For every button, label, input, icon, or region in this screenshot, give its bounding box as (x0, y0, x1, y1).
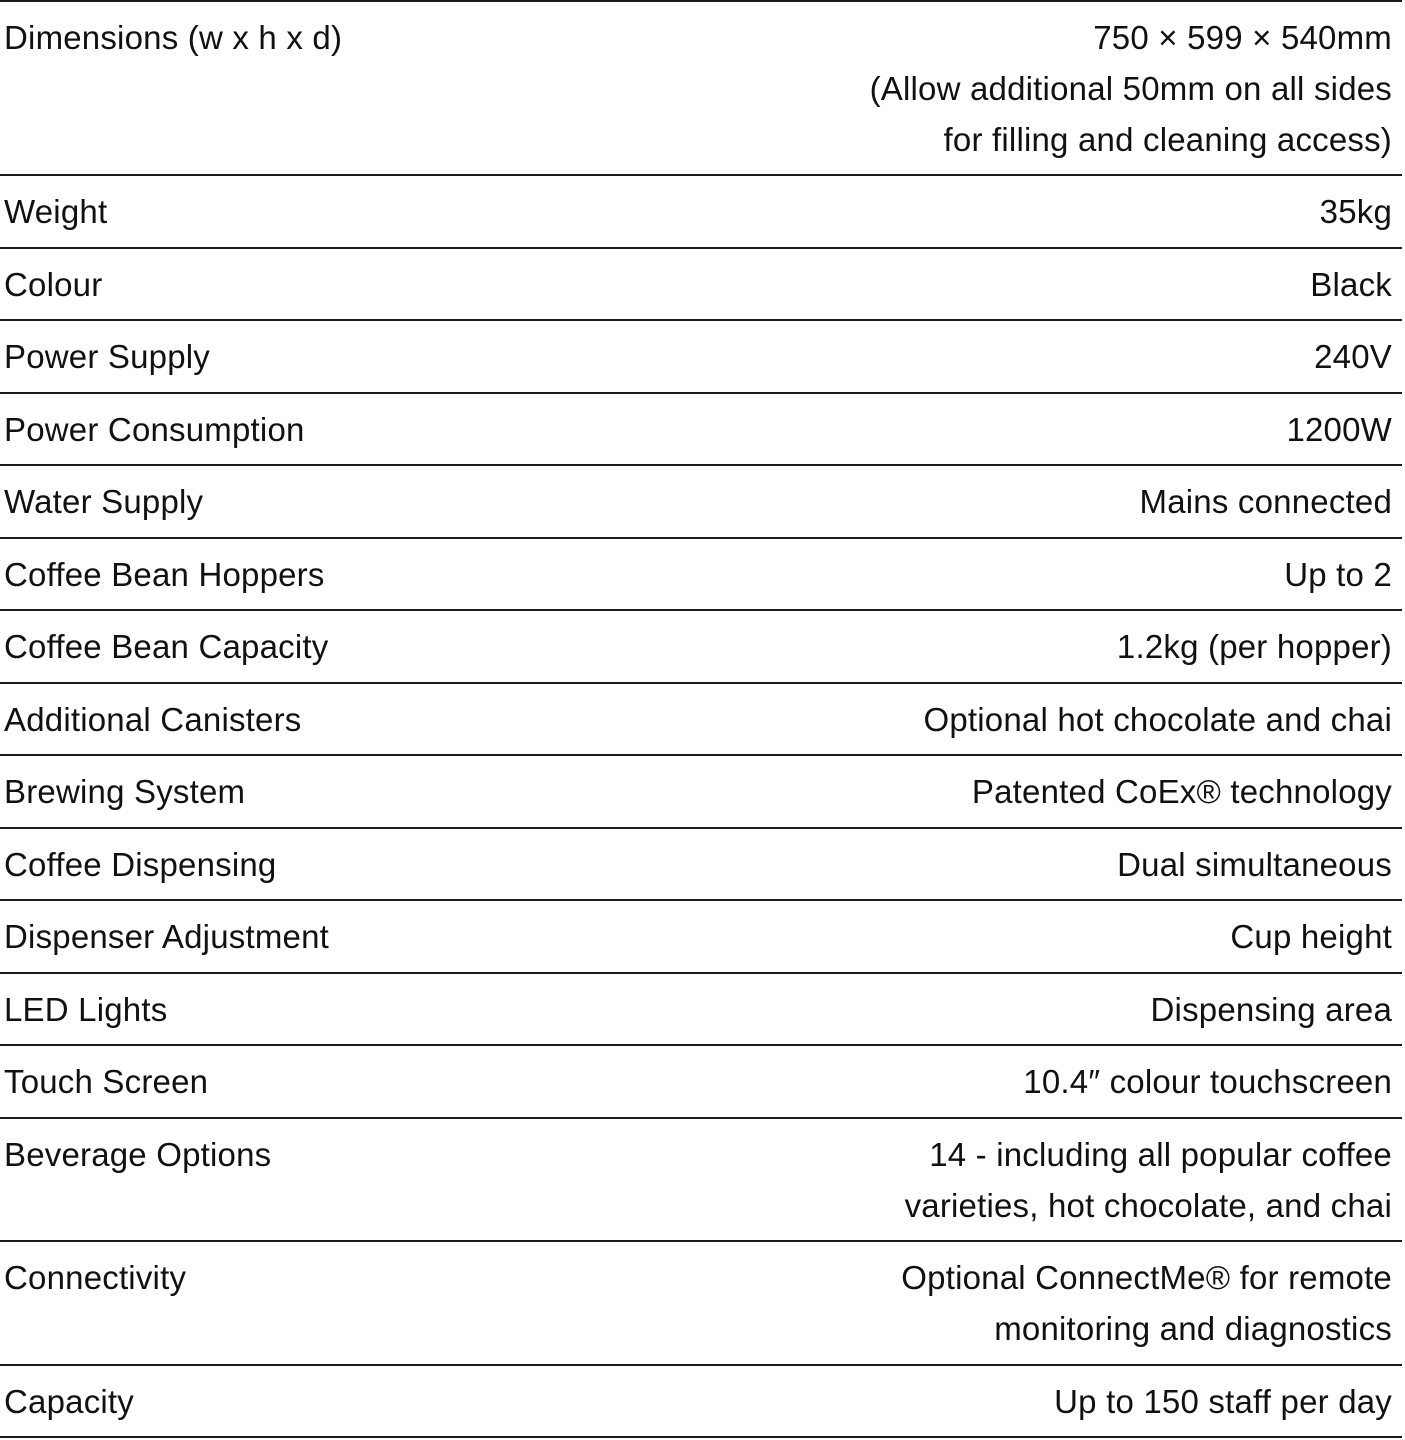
spec-row (0, 829, 1402, 902)
spec-value-line: for filling and cleaning access) (943, 121, 1392, 158)
spec-value-line: Mains connected (1139, 483, 1392, 520)
spec-value (972, 766, 1392, 817)
spec-value-line: Optional hot chocolate and chai (923, 700, 1392, 738)
spec-value-line: (Allow additional 50mm on all sides (869, 70, 1392, 107)
spec-label: Power Supply (4, 338, 211, 375)
spec-value (1286, 404, 1392, 455)
spec-value-line: 1.2kg (per hopper) (1116, 628, 1392, 665)
spec-label: Brewing System (4, 773, 246, 810)
spec-label: Capacity (4, 1382, 134, 1420)
spec-row (0, 2, 1402, 176)
spec-row (0, 394, 1402, 467)
spec-value-line: Black (1310, 265, 1392, 303)
spec-label: Touch Screen (4, 1063, 209, 1100)
spec-value (1117, 621, 1392, 672)
spec-row (0, 756, 1402, 829)
spec-value (1117, 839, 1392, 890)
spec-label: Dispenser Adjustment (4, 918, 329, 955)
spec-value-line: 1200W (1286, 410, 1392, 448)
spec-label: Coffee Dispensing (4, 845, 277, 883)
spec-value (1284, 549, 1392, 600)
spec-value (1320, 186, 1392, 237)
spec-value (870, 12, 1392, 165)
spec-value-line: Patented CoEx® technology (971, 773, 1392, 810)
spec-value-line: monitoring and diagnostics (994, 1310, 1392, 1347)
spec-value (1230, 911, 1392, 962)
spec-value (905, 1129, 1392, 1231)
spec-value-line: Optional ConnectMe® for remote (901, 1259, 1392, 1296)
spec-value-line: 10.4″ colour touchscreen (1023, 1063, 1392, 1100)
spec-value-line: 14 - including all popular coffee (929, 1135, 1392, 1173)
spec-label: Dimensions (w x h x d) (4, 19, 343, 56)
spec-row (0, 684, 1402, 757)
spec-label: Beverage Options (4, 1135, 272, 1173)
spec-row (0, 176, 1402, 249)
spec-row (0, 1366, 1402, 1439)
spec-row (0, 1046, 1402, 1119)
spec-label: Water Supply (4, 483, 204, 520)
spec-row (0, 539, 1402, 612)
spec-label: Coffee Bean Hoppers (4, 555, 325, 593)
spec-row (0, 1119, 1402, 1243)
spec-value-line: 750 × 599 × 540mm (1093, 19, 1392, 56)
spec-value (1140, 476, 1392, 527)
spec-value-line: 35kg (1319, 193, 1392, 230)
spec-value-line: Cup height (1230, 918, 1392, 955)
spec-label: Weight (4, 193, 108, 230)
spec-label: Colour (4, 265, 103, 303)
spec-value-line: 240V (1314, 338, 1392, 375)
spec-value (923, 694, 1392, 745)
spec-value-line: Dispensing area (1150, 990, 1392, 1028)
spec-row (0, 466, 1402, 539)
spec-label: Coffee Bean Capacity (4, 628, 329, 665)
spec-label: LED Lights (4, 990, 168, 1028)
spec-value (1151, 984, 1392, 1035)
spec-label: Power Consumption (4, 410, 305, 448)
spec-label: Additional Canisters (4, 700, 302, 738)
spec-value (1023, 1056, 1392, 1107)
spec-value-line: varieties, hot chocolate, and chai (904, 1186, 1392, 1224)
spec-row (0, 1242, 1402, 1366)
spec-value-line: Dual simultaneous (1117, 845, 1392, 883)
spec-value-line: Up to 2 (1284, 555, 1392, 593)
spec-value-line: Up to 150 staff per day (1054, 1382, 1392, 1420)
spec-label: Connectivity (4, 1259, 187, 1296)
spec-row (0, 611, 1402, 684)
spec-row (0, 901, 1402, 974)
spec-row (0, 321, 1402, 394)
spec-row (0, 249, 1402, 322)
spec-value (901, 1252, 1392, 1354)
spec-row (0, 974, 1402, 1047)
spec-value (1310, 259, 1392, 310)
spec-value (1314, 331, 1392, 382)
spec-value (1054, 1376, 1392, 1427)
